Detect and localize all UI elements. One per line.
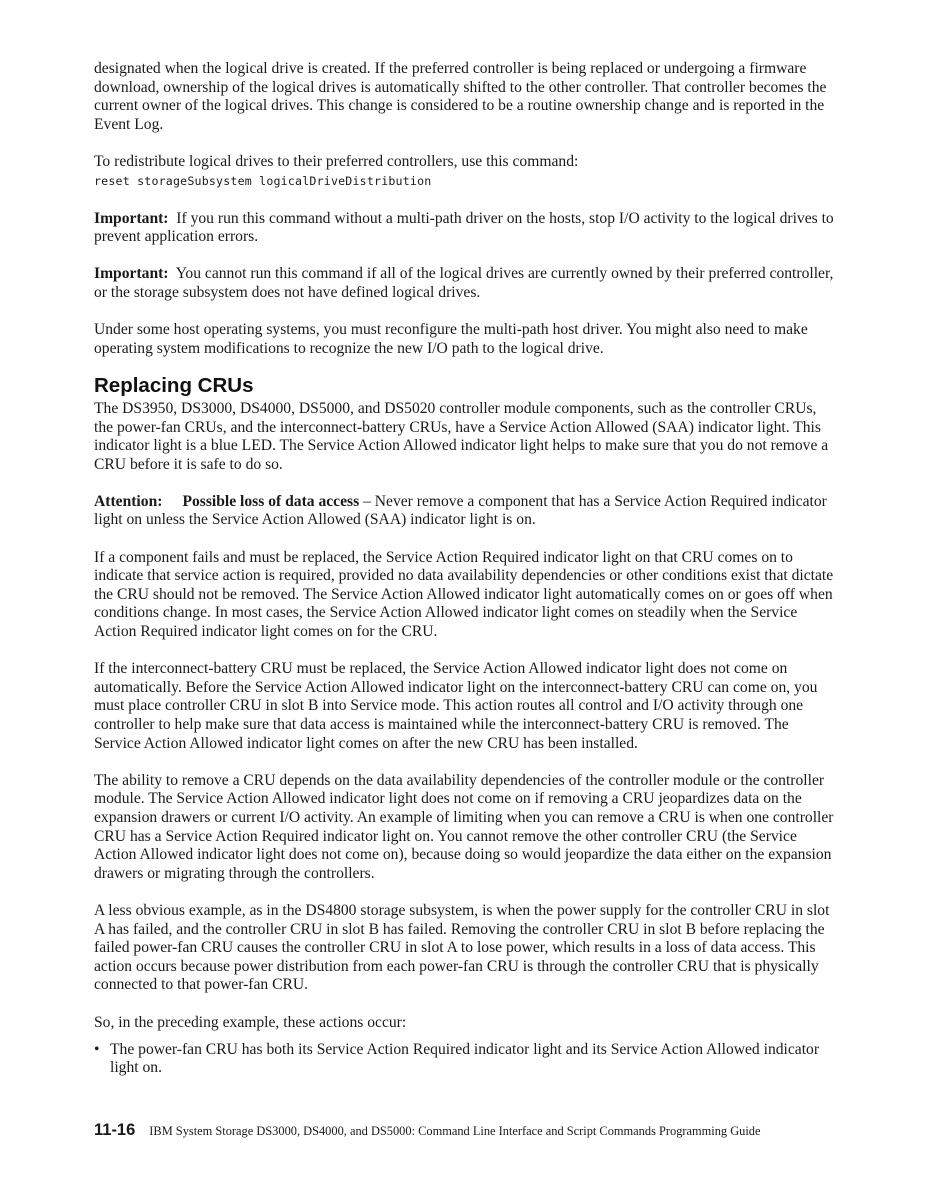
important-text: You cannot run this command if all of the logical drives are currently owned by their preferred controller, or the storage subsystem does not have defined logical drives.: [94, 265, 834, 301]
important-label: Important:: [94, 209, 169, 227]
paragraph-ability-remove: The ability to remove a CRU depends on the data availability dependencies of the controller module or the controller module. The Service Action Allowed indicator light does not come on if removing a CRU jeopardizes data on the expansion drawers or current I/O activity. An example of limiting when you can remove a CRU is when one controller CRU has a Service Action Required indicator light on. You cannot remove the other controller CRU (the Service Action Allowed indicator light does not come on), because doing so would jeopardize the data either on the expansion drawers or migrating through the controllers.: [94, 771, 834, 882]
paragraph-less-obvious: A less obvious example, as in the DS4800 storage subsystem, is when the power supply for the controller CRU in slot A has failed, and the controller CRU in slot B has failed. Removing the controller CRU in slot B before replacing the failed power-fan CRU causes the controller CRU in slot A to lose power, which results in a loss of data access. This action occurs because power distribution from each power-fan CRU is through the controller CRU that is physically connected to that power-fan CRU.: [94, 901, 830, 994]
bullet-marker: •: [94, 1040, 100, 1058]
page-body: [94, 60, 839, 1078]
important-label: Important:: [94, 265, 169, 283]
note-important-2: [94, 265, 839, 302]
paragraph-ownership: designated when the logical drive is created. If the preferred controller is being replaced or undergoing a firmware download, ownership of the logical drives is automatically shifted to the other controller. That controller becomes the current owner of the logical drives. This change is considered to be a routine ownership change and is reported in the Event Log.: [94, 60, 827, 133]
important-text: If you run this command without a multi-path driver on the hosts, stop I/O activity to the logical drives to prevent application errors.: [94, 209, 834, 246]
section-heading: Replacing CRUs: [94, 373, 254, 397]
paragraph-preceding-example: So, in the preceding example, these actions occur:: [94, 1013, 407, 1031]
attention-label: Attention:: [94, 492, 163, 510]
list-item: [94, 1041, 839, 1078]
attention-text: – Never remove a component that has a Service Action Required indicator light on unless the Service Action Allowed (SAA) indicator light is on.: [94, 492, 827, 529]
list-item-text: The power-fan CRU has both its Service Action Required indicator light and its Service Action Allowed indicator light on.: [110, 1040, 820, 1077]
paragraph-interconnect-battery: If the interconnect-battery CRU must be replaced, the Service Action Allowed indicator light does not come on automatically. Before the Service Action Allowed indicator light on the interconnect-battery CRU can come on, you must place controller CRU in slot B into Service mode. This action routes all control and I/O activity through one controller to help make sure that data access is maintained while the interconnect-battery CRU is removed. The Service Action Allowed indicator light comes on after the new CRU has been installed.: [94, 660, 818, 752]
note-important-1: [94, 210, 839, 247]
bullet-list: [94, 1041, 839, 1078]
attention-title: Possible loss of data access: [182, 492, 360, 510]
paragraph-redistribute: To redistribute logical drives to their preferred controllers, use this command:: [94, 152, 579, 170]
book-title: IBM System Storage DS3000, DS4000, and DS5000: Command Line Interface and Script Commands Programming Guide: [149, 1124, 761, 1138]
paragraph-component-fails: If a component fails and must be replaced, the Service Action Required indicator light on that CRU comes on to indicate that service action is required, provided no data availability dependencies or other conditions exist that dictate the CRU should not be removed. The Service Action Allowed indicator light automatically comes on or goes off when conditions change. In most cases, the Service Action Allowed indicator light comes on steadily when the Service Action Required indicator light comes on for the CRU.: [94, 548, 834, 641]
page-number: 11-16: [94, 1121, 136, 1139]
code-command: reset storageSubsystem logicalDriveDistribution: [94, 173, 432, 188]
note-attention: [94, 493, 839, 530]
paragraph-saa-intro: The DS3950, DS3000, DS4000, DS5000, and DS5020 controller module components, such as the controller CRUs, the power-fan CRUs, and the interconnect-battery CRUs, have a Service Action Allowed (SAA) indicator light. This indicator light is a blue LED. The Service Action Allowed indicator light helps to make sure that you do not remove a CRU before it is safe to do so.: [94, 399, 829, 473]
paragraph-host-driver: Under some host operating systems, you must reconfigure the multi-path host driver. You might also need to make operating system modifications to recognize the new I/O path to the logical drive.: [94, 321, 808, 357]
page-footer: [94, 1121, 854, 1140]
